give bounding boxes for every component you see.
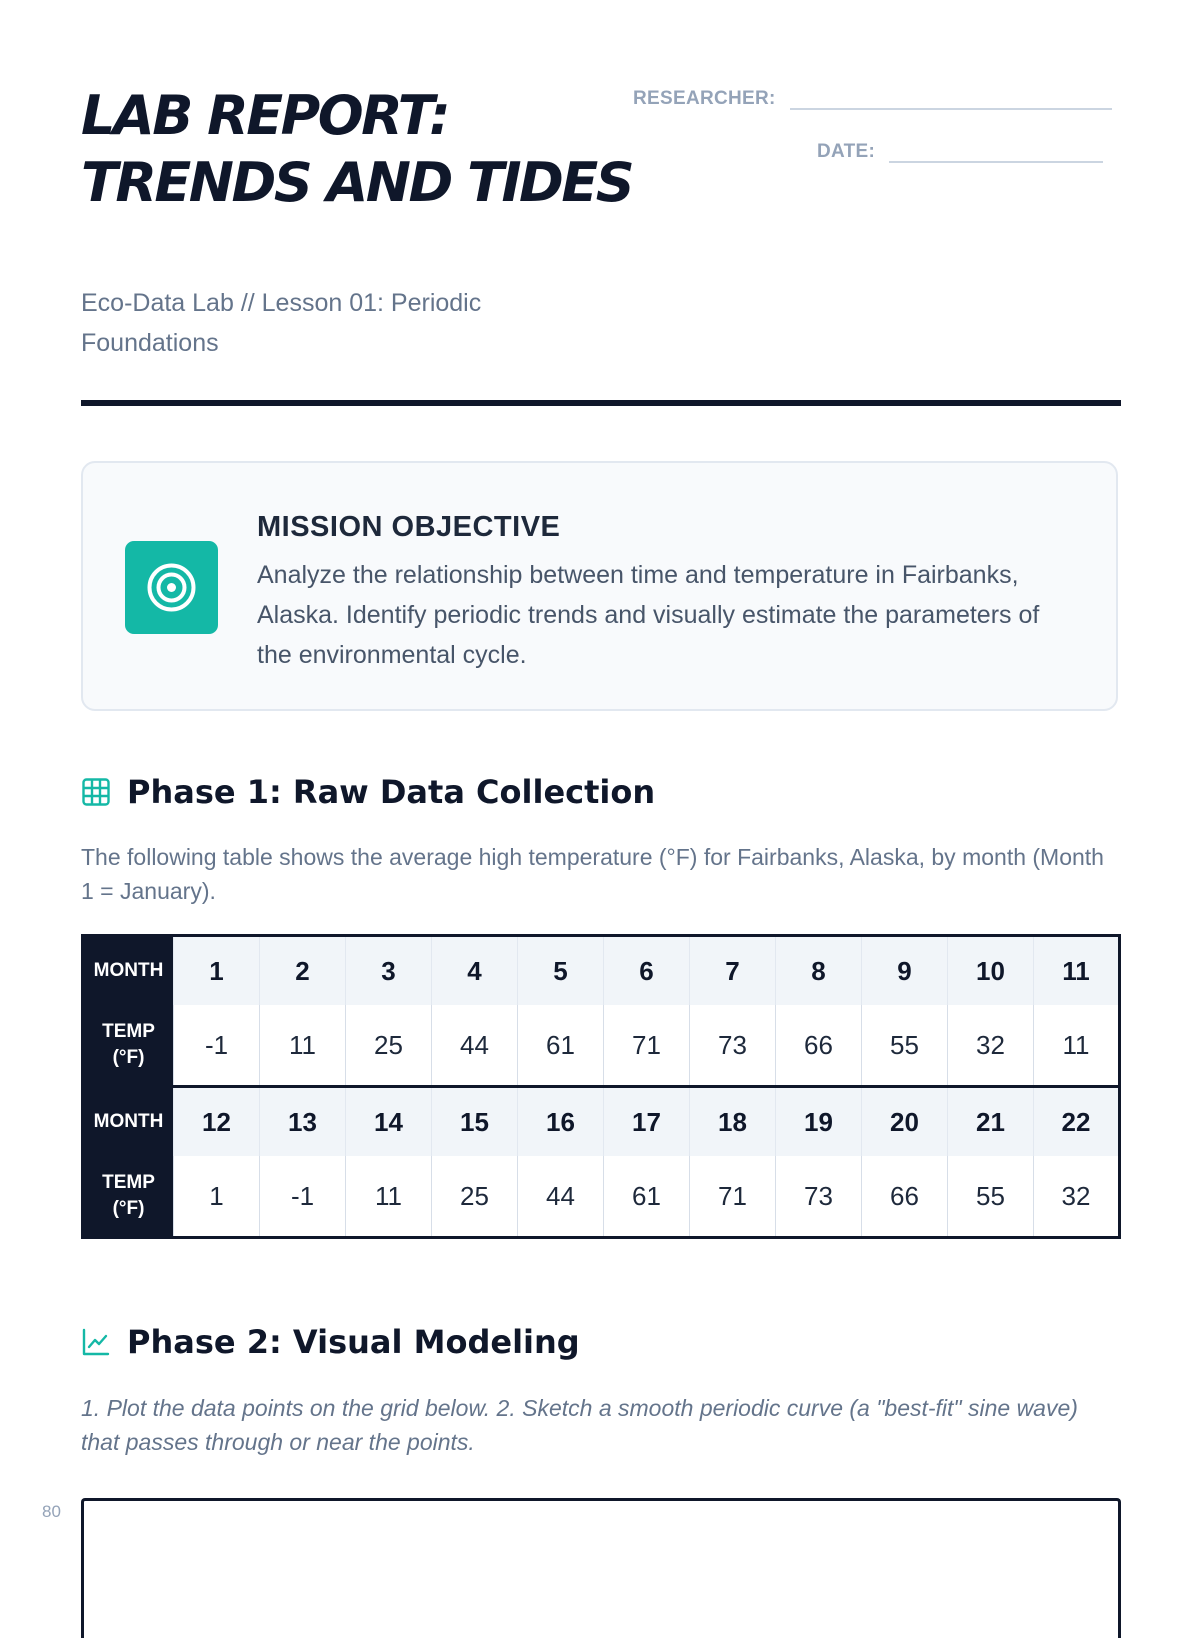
temp-cell: 61: [604, 1156, 690, 1238]
month-cell: 9: [862, 936, 948, 1006]
month-row: [83, 936, 1120, 1006]
month-cell: 15: [432, 1087, 518, 1157]
researcher-field: [633, 88, 1112, 110]
temp-label-line1: TEMP: [102, 1172, 155, 1193]
month-row-label: MONTH: [83, 936, 174, 1006]
temp-cell: 1: [174, 1156, 260, 1238]
target-icon: [125, 541, 218, 634]
month-cell: 17: [604, 1087, 690, 1157]
month-cell: 6: [604, 936, 690, 1006]
line-chart-icon: [81, 1327, 111, 1357]
month-cell: 2: [260, 936, 346, 1006]
temp-cell: 44: [518, 1156, 604, 1238]
temp-row-label: [83, 1005, 174, 1087]
date-label: DATE:: [817, 141, 876, 162]
date-field: [817, 141, 1103, 163]
temp-cell: 66: [862, 1156, 948, 1238]
temp-row: [83, 1156, 1120, 1238]
date-line[interactable]: [889, 159, 1103, 163]
month-row: [83, 1087, 1120, 1157]
temp-cell: 66: [776, 1005, 862, 1087]
month-cell: 12: [174, 1087, 260, 1157]
temp-cell: -1: [260, 1156, 346, 1238]
month-cell: 10: [948, 936, 1034, 1006]
phase1-description: The following table shows the average high temperature (°F) for Fairbanks, Alaska, by month (Month 1 = January).: [81, 844, 1104, 904]
month-cell: 11: [1034, 936, 1120, 1006]
month-cell: 14: [346, 1087, 432, 1157]
objective-heading: MISSION OBJECTIVE: [257, 511, 561, 543]
temp-cell: 32: [948, 1005, 1034, 1087]
mission-objective-card: [81, 461, 1118, 711]
month-cell: 8: [776, 936, 862, 1006]
phase2-heading: Phase 2: Visual Modeling: [127, 1323, 580, 1361]
temp-cell: 32: [1034, 1156, 1120, 1238]
temp-row-label: [83, 1156, 174, 1238]
month-cell: 4: [432, 936, 518, 1006]
temp-cell: 73: [776, 1156, 862, 1238]
temp-cell: 71: [604, 1005, 690, 1087]
temp-cell: 11: [346, 1156, 432, 1238]
temp-cell: 44: [432, 1005, 518, 1087]
temp-cell: 11: [1034, 1005, 1120, 1087]
plotting-grid[interactable]: [81, 1498, 1121, 1638]
temp-cell: -1: [174, 1005, 260, 1087]
month-cell: 1: [174, 936, 260, 1006]
month-cell: 16: [518, 1087, 604, 1157]
month-cell: 18: [690, 1087, 776, 1157]
month-cell: 5: [518, 936, 604, 1006]
temp-cell: 55: [948, 1156, 1034, 1238]
month-cell: 21: [948, 1087, 1034, 1157]
temp-cell: 61: [518, 1005, 604, 1087]
table-icon: [81, 777, 111, 807]
temp-cell: 25: [346, 1005, 432, 1087]
month-cell: 22: [1034, 1087, 1120, 1157]
phase2-instructions: 1. Plot the data points on the grid below. 2. Sketch a smooth periodic curve (a "best-fit" sine wave) that passes through or near the points.: [81, 1395, 1078, 1455]
temp-label-line2: (°F): [112, 1047, 145, 1068]
temp-row: [83, 1005, 1120, 1087]
temp-label-line1: TEMP: [102, 1021, 155, 1042]
phase1-heading: Phase 1: Raw Data Collection: [127, 773, 656, 811]
phase2-header: [81, 1323, 580, 1361]
temp-cell: 73: [690, 1005, 776, 1087]
temp-cell: 25: [432, 1156, 518, 1238]
temp-cell: 71: [690, 1156, 776, 1238]
researcher-label: RESEARCHER:: [633, 88, 776, 109]
temp-cell: 11: [260, 1005, 346, 1087]
objective-text: Analyze the relationship between time and temperature in Fairbanks, Alaska. Identify periodic trends and visually estimate the parameters of the environmental cycle.: [257, 561, 1040, 669]
month-cell: 19: [776, 1087, 862, 1157]
report-subtitle: Eco-Data Lab // Lesson 01: Periodic Foundations: [81, 289, 482, 357]
temperature-table: [81, 934, 1121, 1239]
temp-label-line2: (°F): [112, 1198, 145, 1219]
temp-cell: 55: [862, 1005, 948, 1087]
report-title: LAB REPORT: TRENDS AND TIDES: [81, 84, 633, 214]
y-axis-top-label: 80: [42, 1502, 61, 1521]
month-cell: 20: [862, 1087, 948, 1157]
month-cell: 3: [346, 936, 432, 1006]
month-cell: 7: [690, 936, 776, 1006]
researcher-line[interactable]: [790, 106, 1112, 110]
header-divider: [81, 400, 1121, 406]
month-row-label: MONTH: [83, 1087, 174, 1157]
phase1-header: [81, 773, 655, 811]
month-cell: 13: [260, 1087, 346, 1157]
